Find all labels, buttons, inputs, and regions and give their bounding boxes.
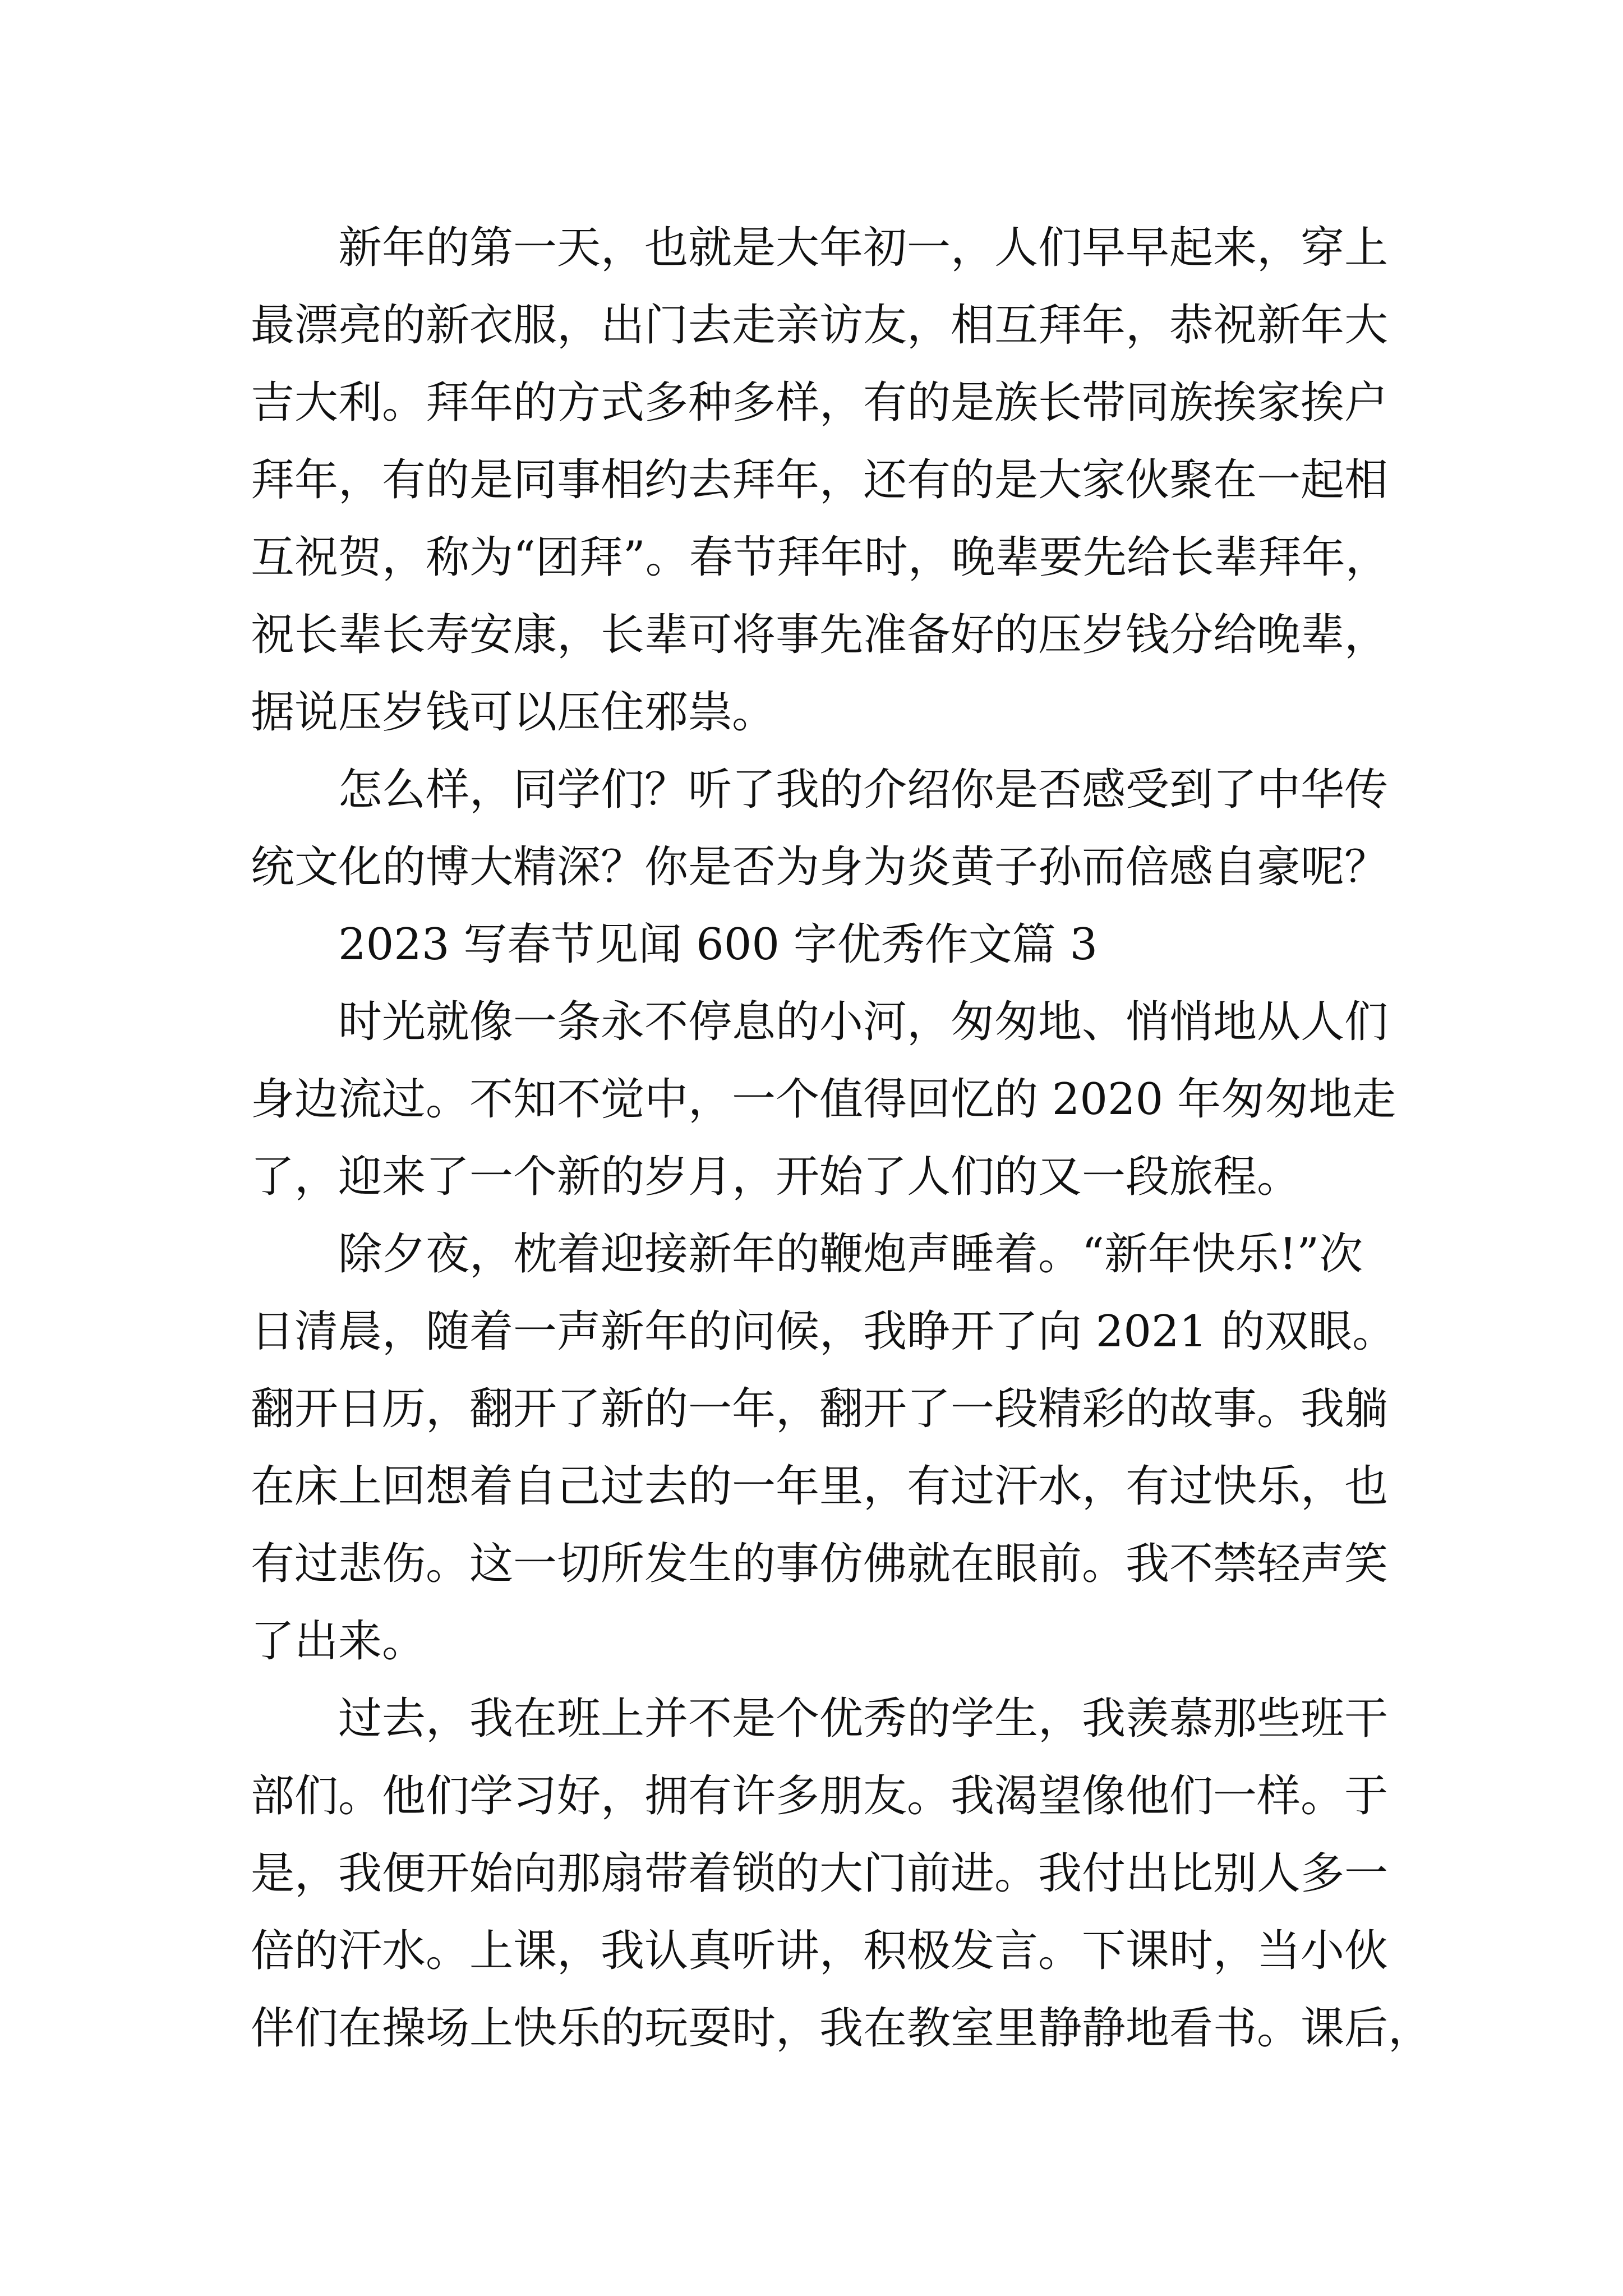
- text-line: 统文化的博大精深？你是否为身为炎黄子孙而倍感自豪呢？: [251, 842, 1389, 892]
- paragraph-new-year-greetings: [251, 209, 1387, 751]
- text-line: 新年的第一天，也就是大年初一，人们早早起来，穿上: [338, 223, 1389, 273]
- text-line: 部们。他们学习好，拥有许多朋友。我渴望像他们一样。于: [251, 1771, 1389, 1821]
- text-line: 最漂亮的新衣服，出门去走亲访友，相互拜年，恭祝新年大: [251, 300, 1389, 351]
- paragraph-time-passing: [251, 983, 1396, 1216]
- text-line: 倍的汗水。上课，我认真听讲，积极发言。下课时，当小伙: [251, 1926, 1389, 1976]
- text-line: 时光就像一条永不停息的小河，匆匆地、悄悄地从人们: [338, 997, 1389, 1047]
- text-line: 怎么样，同学们？听了我的介绍你是否感受到了中华传: [338, 765, 1389, 815]
- text-line: 除夕夜，枕着迎接新年的鞭炮声睡着。“新年快乐!”次: [338, 1229, 1363, 1280]
- text-line: 翻开日历，翻开了新的一年，翻开了一段精彩的故事。我躺: [251, 1384, 1389, 1434]
- text-line: 互祝贺，称为“团拜”。春节拜年时，晚辈要先给长辈拜年，: [251, 532, 1389, 583]
- paragraph-new-years-eve: [251, 1216, 1396, 1680]
- text-line: 了出来。: [251, 1616, 426, 1667]
- text-line: 有过悲伤。这一切所发生的事仿佛就在眼前。我不禁轻声笑: [251, 1539, 1389, 1589]
- text-line: 身边流过。不知不觉中，一个值得回忆的 2020 年匆匆地走: [251, 1074, 1396, 1125]
- text-line: 是，我便开始向那扇带着锁的大门前进。我付出比别人多一: [251, 1848, 1389, 1899]
- section-heading: [251, 906, 1387, 983]
- text-line: 伴们在操场上快乐的玩耍时，我在教室里静静地看书。课后，: [251, 2003, 1432, 2054]
- document-page: [251, 209, 1432, 2067]
- text-line: 了，迎来了一个新的岁月，开始了人们的又一段旅程。: [251, 1152, 1301, 1202]
- paragraph-closing-question: [251, 751, 1387, 906]
- heading-text: 2023 写春节见闻 600 字优秀作文篇 3: [338, 919, 1098, 970]
- text-line: 过去，我在班上并不是个优秀的学生，我羡慕那些班干: [338, 1694, 1389, 1744]
- text-line: 据说压岁钱可以压住邪祟。: [251, 687, 776, 738]
- text-line: 日清晨，随着一声新年的问候，我睁开了向 2021 的双眼。: [251, 1306, 1396, 1357]
- text-line: 吉大利。拜年的方式多种多样，有的是族长带同族挨家挨户: [251, 378, 1389, 428]
- text-line: 在床上回想着自己过去的一年里，有过汗水，有过快乐，也: [251, 1461, 1389, 1512]
- text-line: 拜年，有的是同事相约去拜年，还有的是大家伙聚在一起相: [251, 455, 1389, 505]
- text-line: 祝长辈长寿安康，长辈可将事先准备好的压岁钱分给晚辈，: [251, 610, 1389, 660]
- paragraph-past-year: [251, 1680, 1432, 2067]
